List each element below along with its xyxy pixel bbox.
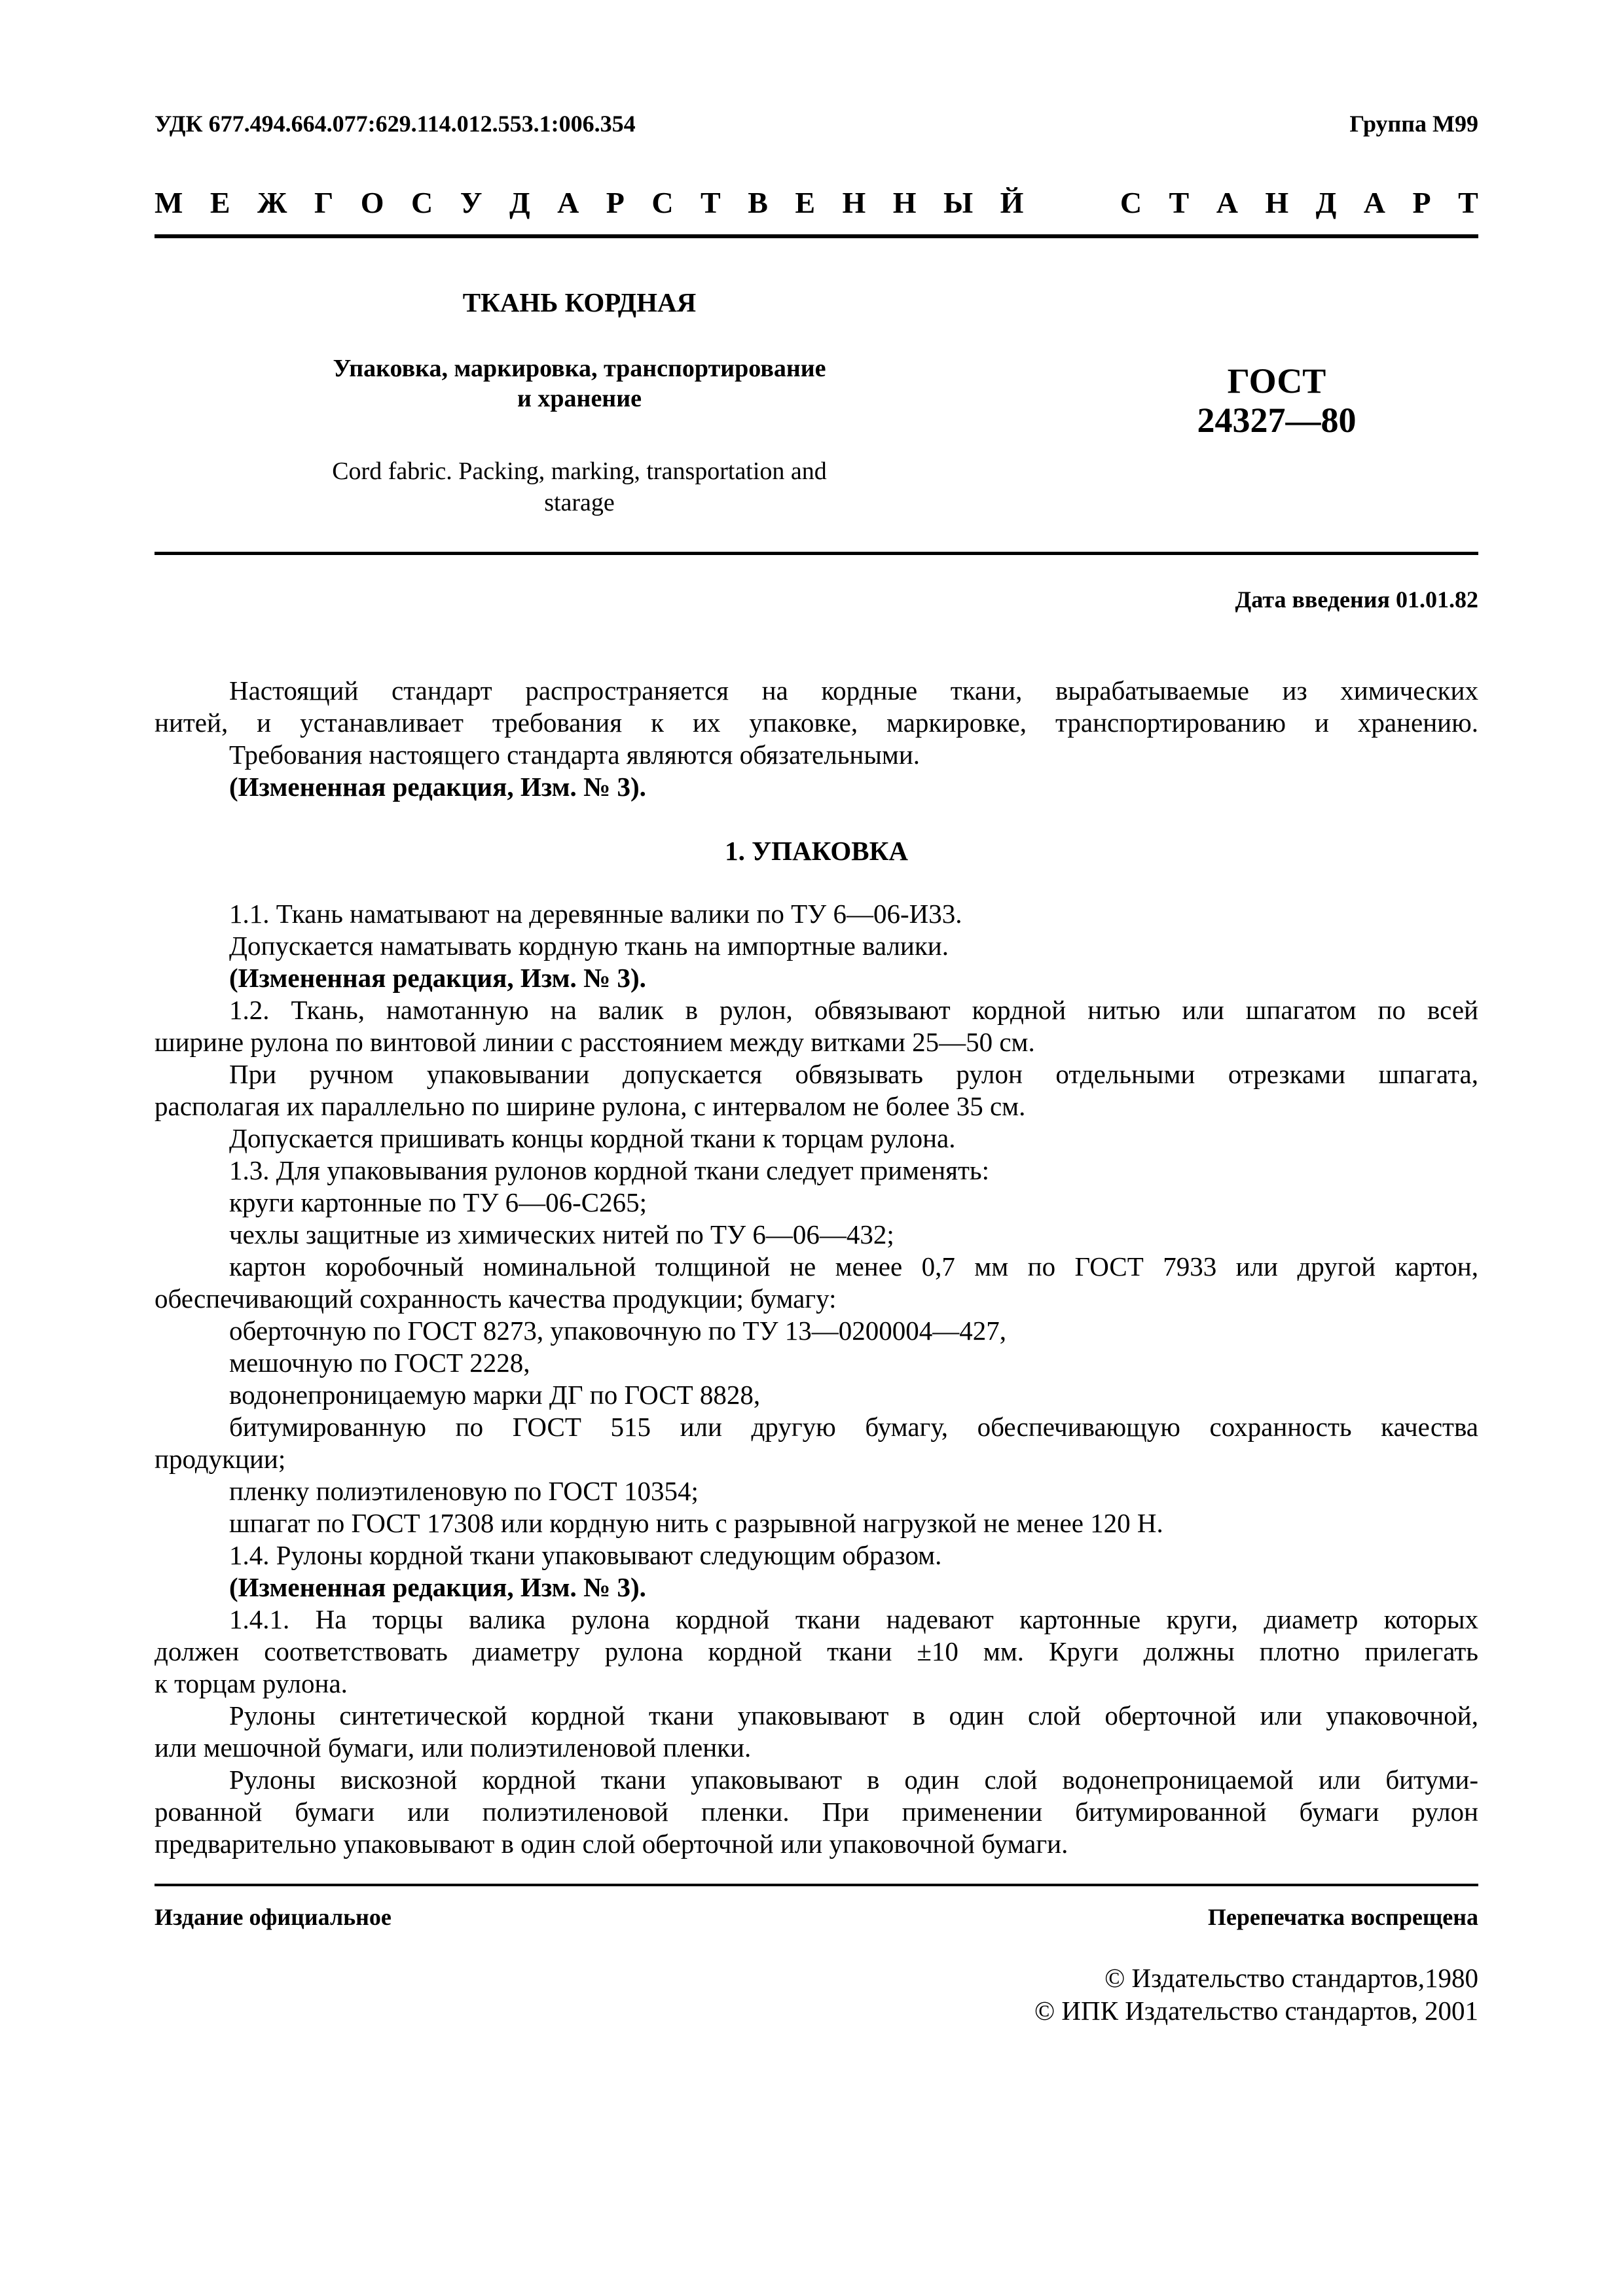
paragraph-line: обеспечивающий сохранность качества продукции; бумагу: bbox=[155, 1283, 837, 1314]
paragraph-line: рованной бумаги или полиэтиленовой пленки. При применении битумированной бумаги рулон bbox=[155, 1797, 1478, 1827]
paragraph-line: мешочную по ГОСТ 2228, bbox=[229, 1348, 530, 1378]
paragraph-line: к торцам рулона. bbox=[155, 1668, 348, 1698]
document-subtitle bbox=[301, 353, 858, 414]
paragraph-line: оберточную по ГОСТ 8273, упаковочную по ТУ 13—0200004—427, bbox=[229, 1316, 1007, 1346]
paragraph-line: 1.4. Рулоны кордной ткани упаковывают следующим образом. bbox=[229, 1540, 942, 1570]
paragraph-line: круги картонные по ТУ 6—06-С265; bbox=[229, 1187, 647, 1217]
gost-number: 24327—80 bbox=[1197, 401, 1357, 440]
paragraph-line: При ручном упаковывании допускается обвязывать рулон отдельными отрезками шпагата, bbox=[229, 1059, 1478, 1089]
amendment-note: (Измененная редакция, Изм. № 3). bbox=[229, 1572, 646, 1602]
paragraph-line: должен соответствовать диаметру рулона кордной ткани ±10 мм. Круги должны плотно прилегать bbox=[155, 1636, 1478, 1666]
paragraph-line: 1.3. Для упаковывания рулонов кордной ткани следует применять: bbox=[229, 1155, 990, 1185]
paragraph-line: чехлы защитные из химических нитей по ТУ 6—06—432; bbox=[229, 1219, 894, 1249]
english-title bbox=[301, 456, 858, 518]
paragraph-line: Рулоны вискозной кордной ткани упаковывают в один слой водонепроницаемой или битуми- bbox=[229, 1765, 1478, 1795]
paragraph-line: продукции; bbox=[155, 1444, 286, 1474]
paragraph-line: располагая их параллельно по ширине рулона, с интервалом не более 35 см. bbox=[155, 1091, 1026, 1121]
paragraph-line: Допускается наматывать кордную ткань на импортные валики. bbox=[229, 931, 949, 961]
banner-rule bbox=[155, 234, 1478, 238]
paragraph-line: шпагат по ГОСТ 17308 или кордную нить с разрывной нагрузкой не менее 120 Н. bbox=[229, 1508, 1163, 1538]
english-title-line-1: Cord fabric. Packing, marking, transportation and bbox=[332, 457, 827, 485]
gost-label: ГОСТ bbox=[1227, 361, 1326, 401]
english-title-line-2: starage bbox=[544, 489, 615, 516]
document-title: ТКАНЬ КОРДНАЯ bbox=[462, 287, 697, 317]
paragraph-line: ширине рулона по винтовой линии с расстоянием между витками 25—50 см. bbox=[155, 1027, 1035, 1057]
footer-rule bbox=[155, 1884, 1478, 1886]
effective-date: Дата введения 01.01.82 bbox=[1235, 586, 1478, 613]
gost-designation bbox=[1074, 361, 1480, 440]
paragraph-line: водонепроницаемую марки ДГ по ГОСТ 8828, bbox=[229, 1380, 761, 1410]
copyright-line: © ИПК Издательство стандартов, 2001 bbox=[1034, 1996, 1478, 2026]
paragraph-line: предварительно упаковывают в один слой оберточной или упаковочной бумаги. bbox=[155, 1829, 1068, 1859]
paragraph-line: 1.4.1. На торцы валика рулона кордной ткани надевают картонные круги, диаметр которых bbox=[229, 1604, 1478, 1634]
paragraph-line: картон коробочный номинальной толщиной не менее 0,7 мм по ГОСТ 7933 или другой картон, bbox=[229, 1251, 1478, 1282]
udk-code: УДК 677.494.664.077:629.114.012.553.1:006.354 bbox=[155, 111, 636, 137]
paragraph-line: 1.1. Ткань наматывают на деревянные валики по ТУ 6—06-И33. bbox=[229, 899, 962, 929]
subtitle-line-1: Упаковка, маркировка, транспортирование bbox=[333, 355, 826, 382]
paragraph-line: Рулоны синтетической кордной ткани упаковывают в один слой оберточной или упаковочной, bbox=[229, 1700, 1478, 1731]
amendment-note: (Измененная редакция, Изм. № 3). bbox=[229, 772, 646, 802]
paragraph-line: битумированную по ГОСТ 515 или другую бумагу, обеспечивающую сохранность качества bbox=[229, 1412, 1478, 1442]
official-edition: Издание официальное bbox=[155, 1904, 392, 1930]
group-code: Группа М99 bbox=[1349, 111, 1478, 137]
intro-line: нитей, и устанавливает требования к их упаковке, маркировке, транспортированию и хранению. bbox=[155, 708, 1478, 738]
title-rule bbox=[155, 552, 1478, 555]
amendment-note: (Измененная редакция, Изм. № 3). bbox=[229, 963, 646, 993]
subtitle-line-2: и хранение bbox=[517, 385, 642, 412]
intro-line: Настоящий стандарт распространяется на кордные ткани, вырабатываемые из химических bbox=[229, 675, 1478, 706]
copyright-line: © Издательство стандартов,1980 bbox=[1104, 1963, 1478, 1993]
section-heading: 1. УПАКОВКА bbox=[725, 836, 908, 866]
paragraph-line: 1.2. Ткань, намотанную на валик в рулон, обвязывают кордной нитью или шпагатом по всей bbox=[229, 995, 1478, 1025]
intro-line: Требования настоящего стандарта являются обязательными. bbox=[229, 740, 921, 770]
paragraph-line: или мешочной бумаги, или полиэтиленовой пленки. bbox=[155, 1732, 752, 1763]
standard-banner: М Е Ж Г О С У Д А Р С Т В Е Н Н Ы Й С Т А Н Д А Р Т bbox=[155, 186, 1478, 219]
paragraph-line: Допускается пришивать концы кордной ткани к торцам рулона. bbox=[229, 1123, 956, 1153]
reprint-notice: Перепечатка воспрещена bbox=[1207, 1904, 1478, 1930]
paragraph-line: пленку полиэтиленовую по ГОСТ 10354; bbox=[229, 1476, 699, 1506]
